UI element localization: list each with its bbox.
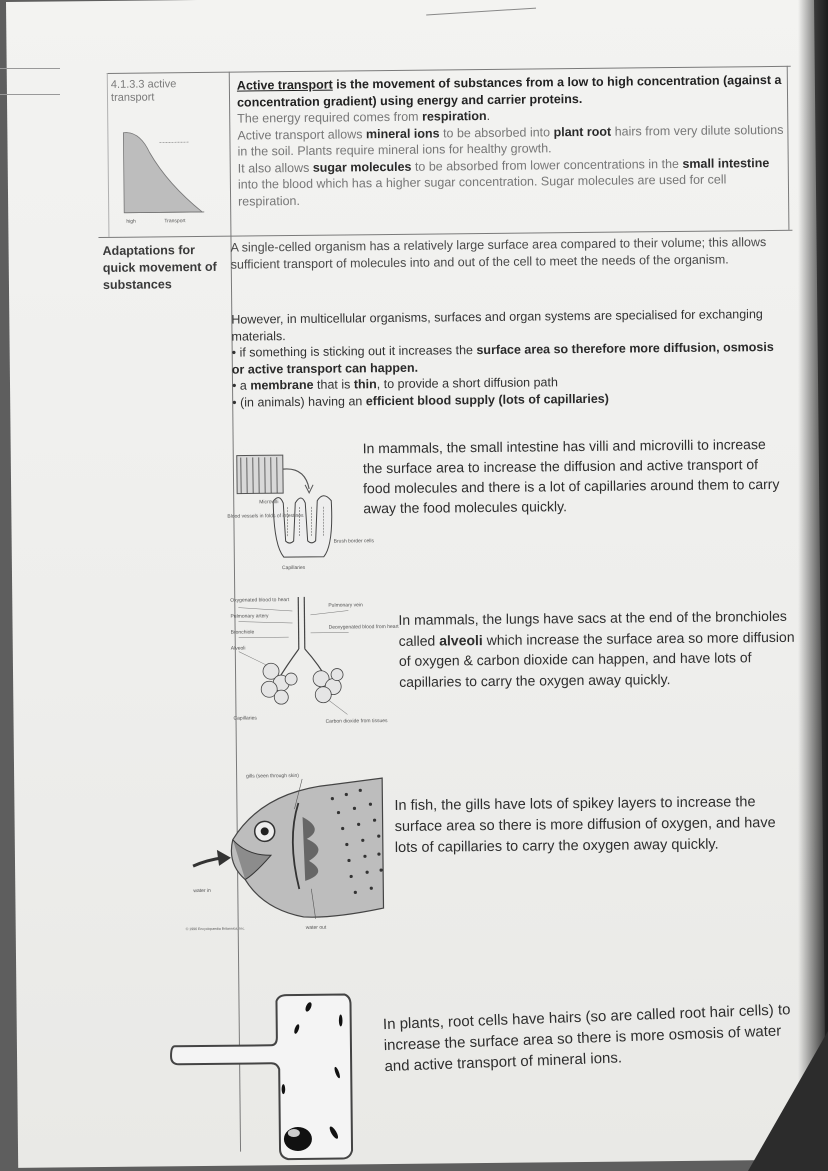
label-credit: © 1996 Encyclopaedia Britannica, Inc. [185,926,245,932]
diagram-label-high: high [126,218,136,225]
label-water-in: water in [193,887,211,895]
active-transport-definition: is the movement of substances from a low to high concentration (against a concentration gradient) using energy and carrier proteins. [236,72,782,110]
sugar-suffix: into the blood which has a higher sugar concentration. Sugar molecules are used for cell respiration. [237,172,727,209]
small-intestine-villi-diagram [223,444,374,573]
label-lung-capillaries: Capillaries [233,715,257,722]
active-transport-diagram [119,122,210,227]
table-left-border [107,73,110,237]
label-microvilli: Microvilli [259,499,279,506]
page-shadow [798,0,828,1171]
label-pulm-artery: Pulmonary artery [230,613,269,620]
mineral-suffix: hairs from very dilute solutions in the soil. Plants require mineral ions for healthy growth. [237,122,784,159]
energy-suffix: . [486,108,491,123]
multicellular-intro: However, in multicellular organisms, surfaces and organ systems are specialised for exchanging materials. [231,307,763,344]
label-water-out: water out [305,924,327,931]
pen-mark [426,8,536,16]
label-brush-border: Brush border cells [333,538,374,545]
background-line [0,94,60,95]
energy-bold: respiration [421,108,487,124]
single-celled-text: A single-celled organism has a relatively large surface area compared to their volume; this allows sufficient transport of molecules into and out of the cell to meet the needs of the organism. [230,235,767,272]
label-gills: gills (seen through skin) [246,772,299,780]
adaptations-label: Adaptations for quick movement of substances [102,243,217,292]
bullet-surface-area: • if something is sticking out it increases the surface area so therefore more diffusion, osmosis or active transport can happen. [231,339,774,377]
label-pulm-vein: Pulmonary vein [328,602,363,609]
diagram-label-transport: Transport [164,218,186,225]
plants-text: In plants, root cells have hairs (so are called root hair cells) to increase the surface area so there is more osmosis of water and active transport of mineral ions. [382,1001,791,1076]
active-transport-term: Active transport [236,77,333,93]
sugar-mid: to be absorbed from lower concentrations in the [411,156,683,174]
fish-text: In fish, the gills have lots of spikey layers to increase the surface area so there is more diffusion of oxygen, and have lots of capillaries to carry the oxygen away quickly. [394,794,776,856]
active-transport-text [237,72,786,210]
label-alveoli: Alveoli [230,645,246,652]
label-capillaries: Capillaries [281,564,306,572]
mineral-prefix: Active transport allows [237,126,367,143]
lungs-text: In mammals, the lungs have sacs at the end of the bronchioles called alveoli which increase the surface area so more diffusion of oxygen & carbon dioxide can happen, and have lots of capillaries to carry the oxygen away quickly. [398,607,795,690]
label-deoxygenated: Deoxygenated blood from heart [328,623,399,631]
background-line [0,68,60,69]
bullet-thin-membrane: • a membrane that is thin, to provide a short diffusion path [231,375,558,393]
mineral-mid: to be absorbed into [439,124,554,140]
section-number-title: 4.1.3.3 active transport [110,78,177,104]
bullet-blood-supply: • (in animals) having an efficient blood supply (lots of capillaries) [232,391,609,410]
sugar-prefix: It also allows [237,160,313,176]
label-blood-vessels: Blood vessels in folds of intestines [227,512,304,520]
label-oxygenated: Oxygenated blood to heart [230,597,290,604]
label-co2: Carbon dioxide from tissues [325,718,388,725]
sugar-bold1: sugar molecules [312,159,412,175]
energy-prefix: The energy required comes from [237,109,423,126]
intestine-text: In mammals, the small intestine has villi and microvilli to increase the surface area to increase the diffusion and active transport of food molecules and there is a lot of capillaries around them to carry away the food molecules quickly. [362,436,780,517]
notebook-page [6,0,826,1168]
table-right-border [787,66,790,230]
fish-gills-diagram [182,768,396,934]
mineral-bold1: mineral ions [365,125,440,141]
sugar-bold2: small intestine [682,155,770,171]
label-bronchiole: Bronchiole [230,629,255,636]
root-hair-cell-diagram [166,992,364,1164]
lungs-alveoli-diagram [228,588,399,740]
multicellular-text [231,306,788,411]
mineral-bold2: plant root [553,124,612,139]
